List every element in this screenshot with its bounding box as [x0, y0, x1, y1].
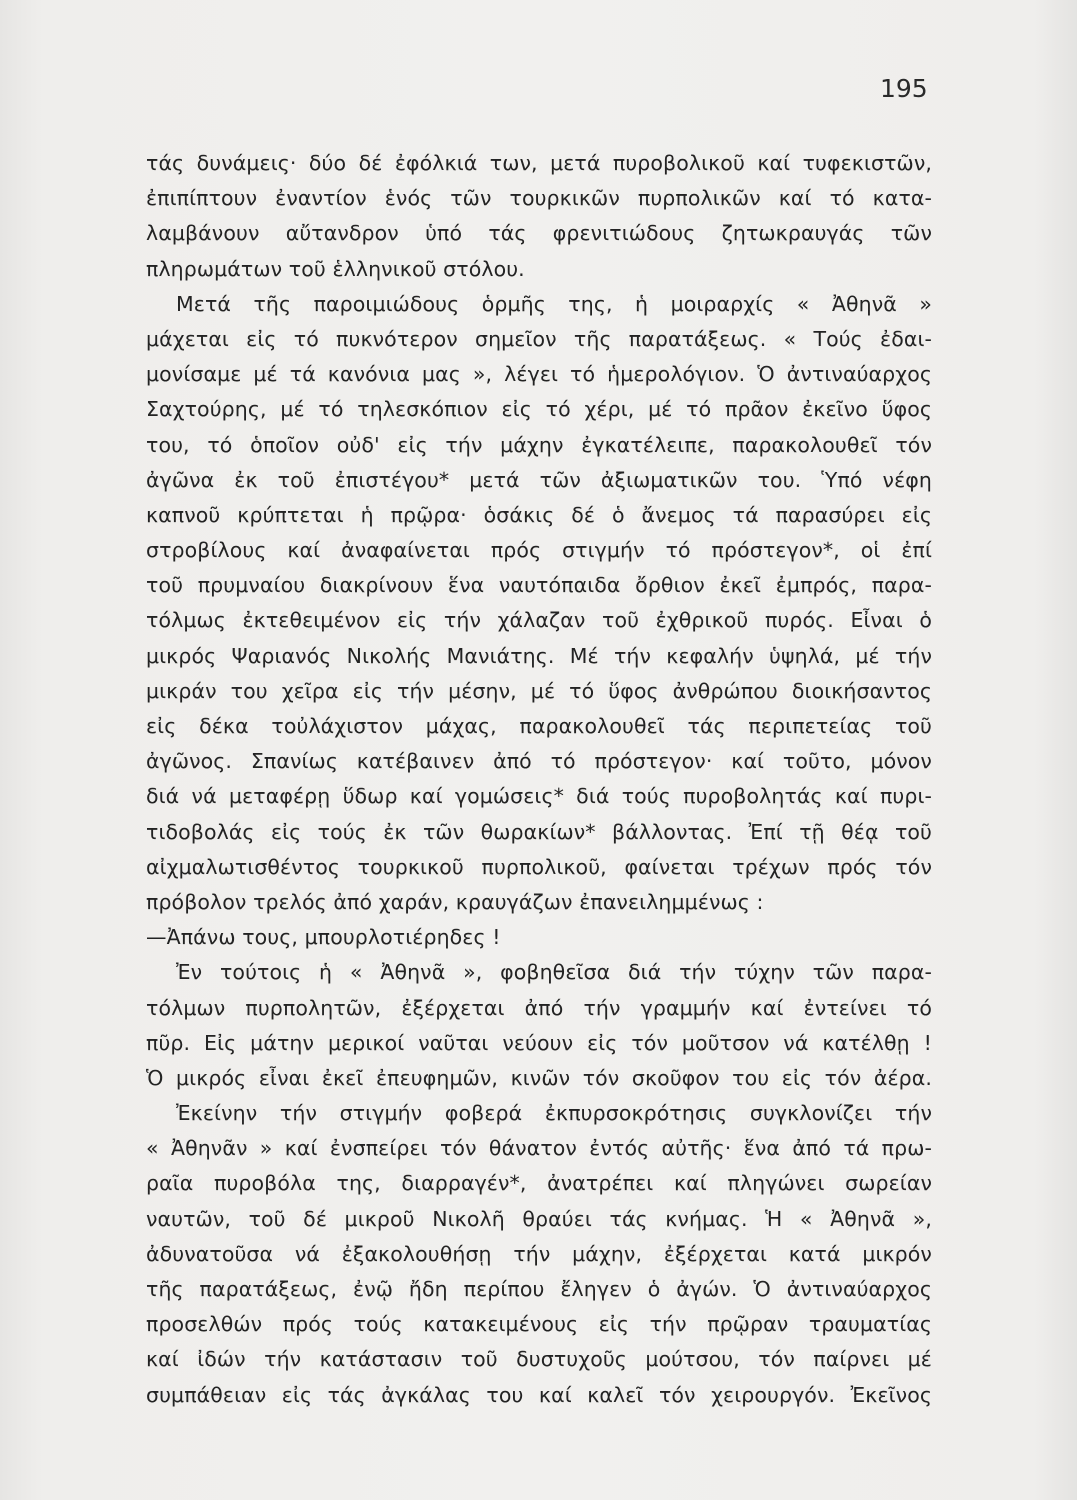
text-line: καί ἰδών τήν κατάστασιν τοῦ δυστυχοῦς μούτσου, τόν παίρνει μέ	[146, 1347, 932, 1372]
text-line: πῦρ. Εἰς μάτην μερικοί ναῦται νεύουν εἰς τόν μοῦτσον νά κατέλθῃ !	[146, 1030, 932, 1055]
text-line: αἰχμαλωτισθέντος τουρκικοῦ πυρπολικοῦ, φαίνεται τρέχων πρός τόν	[146, 854, 932, 879]
text-line: τιδοβολάς εἰς τούς ἐκ τῶν θωρακίων* βάλλοντας. Ἐπί τῇ θέᾳ τοῦ	[146, 819, 932, 844]
text-line: Ἐκείνην τήν στιγμήν φοβερά ἐκπυρσοκρότησις συγκλονίζει τήν	[176, 1101, 932, 1126]
text-line: καπνοῦ κρύπτεται ἡ πρῷρα· ὁσάκις δέ ὁ ἄνεμος τά παρασύρει εἰς	[146, 502, 932, 527]
text-line: ἀγῶνος. Σπανίως κατέβαινεν ἀπό τό πρόστεγον· καί τοῦτο, μόνον	[146, 749, 932, 774]
text-line: συμπάθειαν εἰς τάς ἀγκάλας του καί καλεῖ τόν χειρουργόν. Ἐκεῖνος	[146, 1382, 932, 1407]
text-line: Σαχτούρης, μέ τό τηλεσκόπιον εἰς τό χέρι, μέ τό πρᾶον ἐκεῖνο ὕφος	[146, 397, 932, 422]
text-line: λαμβάνουν αὔτανδρον ὑπό τάς φρενιτιώδους ζητωκραυγάς τῶν	[146, 221, 932, 246]
text-line: μικρός Ψαριανός Νικολής Μανιάτης. Μέ τήν κεφαλήν ὑψηλά, μέ τήν	[146, 643, 932, 668]
text-line: του, τό ὁποῖον οὐδ' εἰς τήν μάχην ἐγκατέλειπε, παρακολουθεῖ τόν	[146, 432, 932, 457]
text-line: Ὁ μικρός εἶναι ἐκεῖ ἐπευφημῶν, κινῶν τόν σκοῦφον του εἰς τόν ἀέρα.	[146, 1065, 932, 1090]
text-line: —Ἀπάνω τους, μπουρλοτιέρηδες !	[146, 925, 501, 950]
text-line: ἀγῶνα ἐκ τοῦ ἐπιστέγου* μετά τῶν ἀξιωματικῶν του. Ὑπό νέφη	[146, 467, 932, 492]
text-line: μονίσαμε μέ τά κανόνια μας », λέγει τό ἡμερολόγιον. Ὁ ἀντιναύαρχος	[146, 362, 932, 387]
text-line: Μετά τῆς παροιμιώδους ὁρμῆς της, ἡ μοιραρχίς « Ἀθηνᾶ »	[176, 291, 932, 316]
text-line: τάς δυνάμεις· δύο δέ ἐφόλκιά των, μετά πυροβολικοῦ καί τυφεκιστῶν,	[146, 151, 932, 175]
text-line: ἀδυνατοῦσα νά ἐξακολουθήσῃ τήν μάχην, ἐξέρχεται κατά μικρόν	[146, 1241, 932, 1266]
text-line: μάχεται εἰς τό πυκνότερον σημεῖον τῆς παρατάξεως. « Τούς ἐδαι-	[146, 326, 932, 351]
text-line: τόλμως ἐκτεθειμένον εἰς τήν χάλαζαν τοῦ ἐχθρικοῦ πυρός. Εἶναι ὁ	[146, 608, 932, 633]
text-line: πληρωμάτων τοῦ ἑλληνικοῦ στόλου.	[146, 256, 525, 281]
text-line: τόλμων πυρπολητῶν, ἐξέρχεται ἀπό τήν γραμμήν καί ἐντείνει τό	[146, 995, 932, 1020]
text-line: Ἐν τούτοις ἡ « Ἀθηνᾶ », φοβηθεῖσα διά τήν τύχην τῶν παρα-	[176, 960, 932, 985]
text-line: εἰς δέκα τοὐλάχιστον μάχας, παρακολουθεῖ τάς περιπετείας τοῦ	[146, 714, 932, 738]
page-number: 195	[880, 74, 928, 103]
body-text	[146, 146, 932, 1413]
text-line: ραῖα πυροβόλα της, διαρραγέν*, ἀνατρέπει καί πληγώνει σωρείαν	[146, 1171, 932, 1196]
text-line: πρόβολον τρελός ἀπό χαράν, κραυγάζων ἐπανειλημμένως :	[146, 889, 764, 914]
text-line: τῆς παρατάξεως, ἐνῷ ἤδη περίπου ἔληγεν ὁ ἀγών. Ὁ ἀντιναύαρχος	[146, 1277, 932, 1301]
text-line: « Ἀθηνᾶν » καί ἐνσπείρει τόν θάνατον ἐντός αὐτῆς· ἕνα ἀπό τά πρω-	[146, 1136, 932, 1161]
text-line: τοῦ πρυμναίου διακρίνουν ἕνα ναυτόπαιδα ὄρθιον ἐκεῖ ἐμπρός, παρα-	[146, 573, 932, 598]
text-line: προσελθών πρός τούς κατακειμένους εἰς τήν πρῷραν τραυματίας	[146, 1312, 932, 1337]
text-line: ναυτῶν, τοῦ δέ μικροῦ Νικολῆ θραύει τάς κνήμας. Ἡ « Ἀθηνᾶ »,	[146, 1206, 932, 1231]
text-line: διά νά μεταφέρῃ ὕδωρ καί γομώσεις* διά τούς πυροβολητάς καί πυρι-	[146, 784, 932, 809]
text-line: μικράν του χεῖρα εἰς τήν μέσην, μέ τό ὕφος ἀνθρώπου διοικήσαντος	[146, 678, 932, 703]
text-line: στροβίλους καί ἀναφαίνεται πρός στιγμήν τό πρόστεγον*, οἱ ἐπί	[146, 538, 932, 563]
text-line: ἐπιπίπτουν ἐναντίον ἑνός τῶν τουρκικῶν πυρπολικῶν καί τό κατα-	[146, 186, 932, 211]
